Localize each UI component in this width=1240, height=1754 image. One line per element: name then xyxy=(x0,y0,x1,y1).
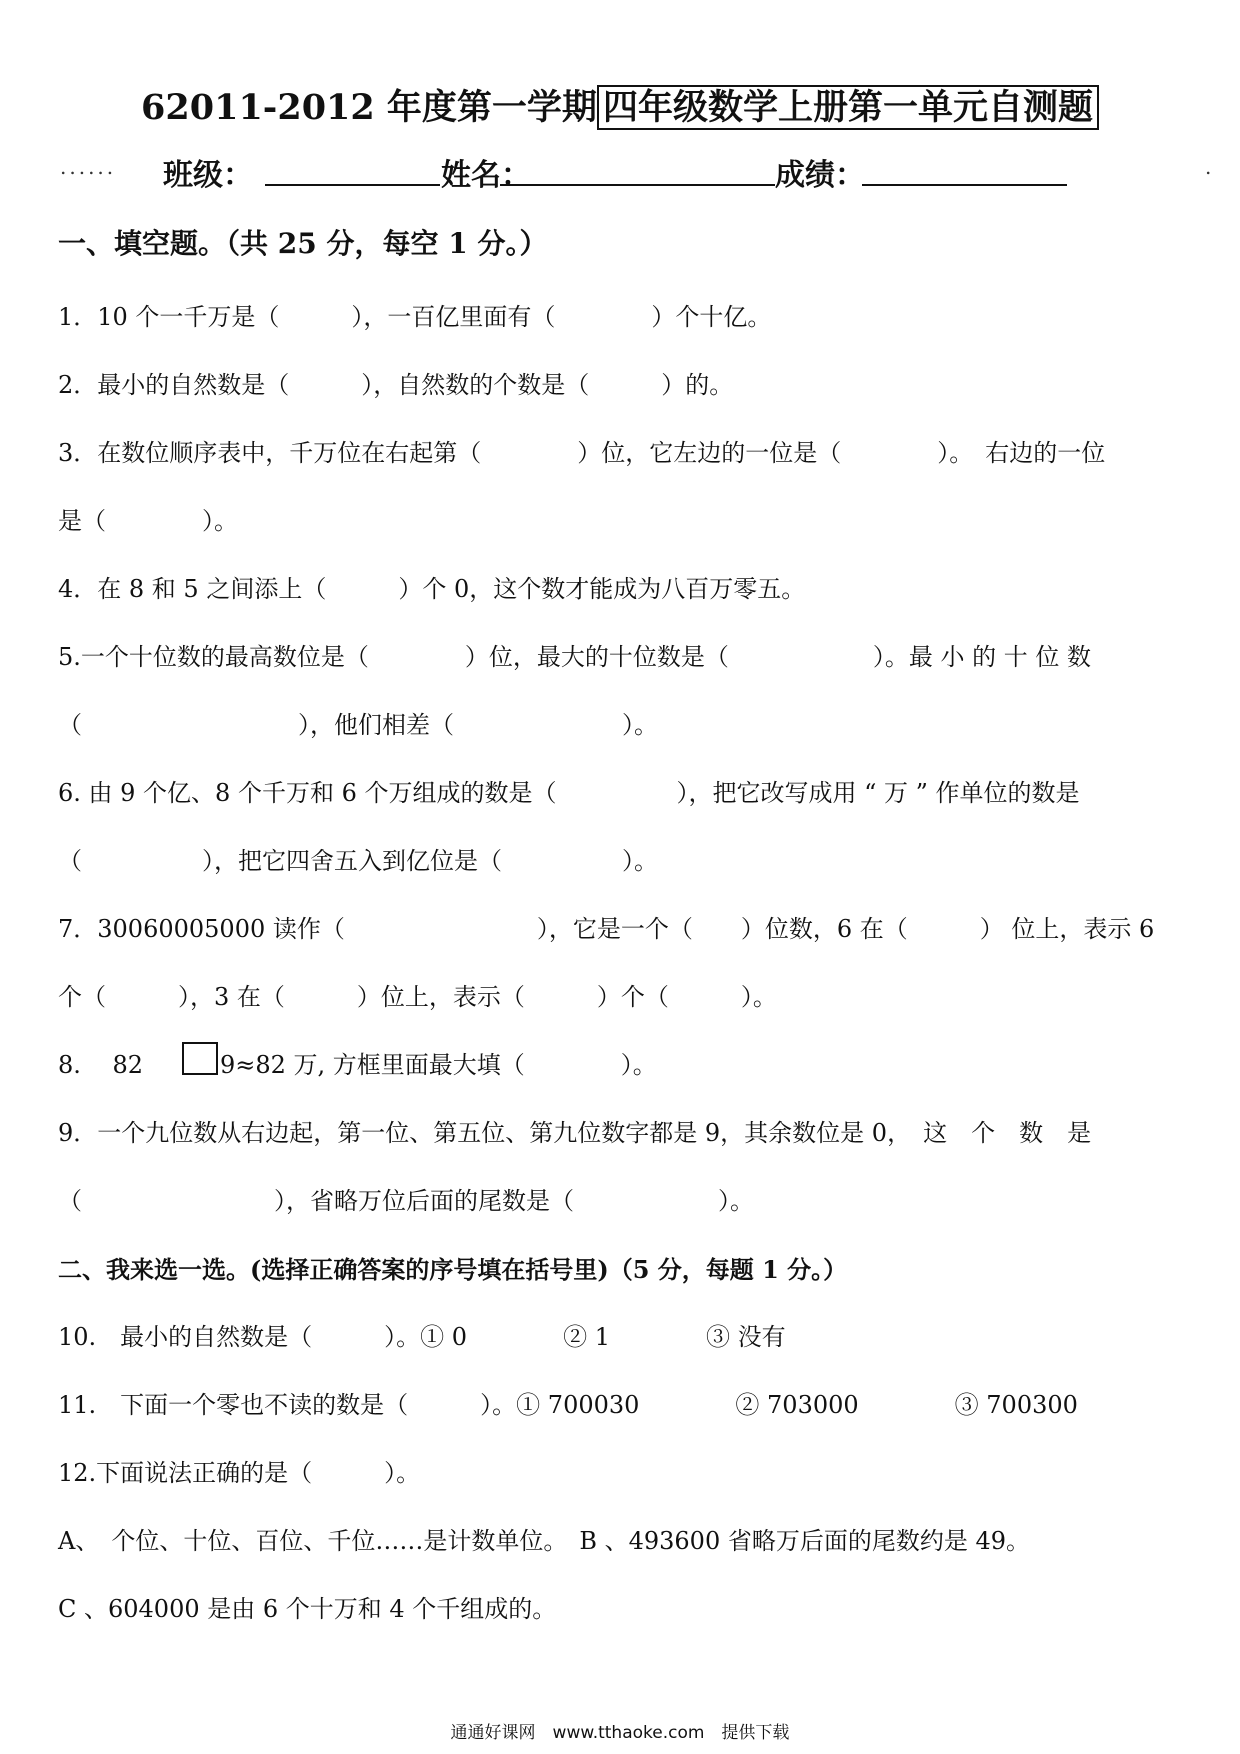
page-title xyxy=(0,80,1240,130)
question-line: 3．在数位顺序表中，千万位在右起第（ ）位，它左边的一位是（ ）。 右边的一位 xyxy=(58,439,1106,467)
section-title: 一、填空题。（共 25 分，每空 1 分。） xyxy=(58,227,548,260)
question-line: 个（ ），3 在（ ）位上，表示（ ）个（ ）。 xyxy=(58,983,777,1011)
question-line: C 、604000 是由 6 个十万和 4 个千组成的。 xyxy=(58,1595,557,1623)
title-prefix: 62011-2012 年度第一学期 xyxy=(141,87,597,128)
question-line: 10. 最小的自然数是（ ）。① 0 ② 1 ③ 没有 xyxy=(58,1323,786,1351)
question-line: 8. 82 xyxy=(58,1051,144,1079)
question-line-continued: 9≈82 万, 方框里面最大填（ ）。 xyxy=(220,1051,657,1079)
question-line: （ ），把它四舍五入到亿位是（ ）。 xyxy=(58,847,658,875)
question-line: 是（ ）。 xyxy=(58,507,238,535)
name-label: 姓名： xyxy=(441,158,531,193)
question-line: 1．10 个一千万是（ ），一百亿里面有（ ）个十亿。 xyxy=(58,303,772,331)
answer-square-box xyxy=(182,1042,218,1075)
section-title: 二、我来选一选。(选择正确答案的序号填在括号里)（5 分，每题 1 分。） xyxy=(58,1255,848,1284)
question-line: 12.下面说法正确的是（ ）。 xyxy=(58,1459,421,1487)
dotted-leader: ...... xyxy=(60,155,117,179)
score-blank xyxy=(862,184,1067,186)
class-label: 班级： xyxy=(163,158,253,193)
class-blank xyxy=(265,184,440,186)
question-line: （ ），省略万位后面的尾数是（ ）。 xyxy=(58,1187,754,1215)
question-line: 9．一个九位数从右边起，第一位、第五位、第九位数字都是 9，其余数位是 0， 这 个 数 是 xyxy=(58,1119,1092,1147)
question-line: 5.一个十位数的最高数位是（ ）位，最大的十位数是（ ）。最 小 的 十 位 数 xyxy=(58,643,1092,671)
footer-credit: 通通好课网 www.tthaoke.com 提供下载 xyxy=(450,1723,790,1743)
question-line: 4．在 8 和 5 之间添上（ ）个 0，这个数才能成为八百万零五。 xyxy=(58,575,806,603)
question-line: 6. 由 9 个亿、8 个千万和 6 个万组成的数是（ ），把它改写成用 “ 万 ” 作单位的数是 xyxy=(58,779,1080,807)
question-line: 2．最小的自然数是（ ），自然数的个数是（ ）的。 xyxy=(58,371,734,399)
name-blank xyxy=(500,184,775,186)
question-line: 11. 下面一个零也不读的数是（ ）。① 700030 ② 703000 ③ 700300 xyxy=(58,1391,1078,1419)
dotted-leader-right: . xyxy=(1205,155,1215,179)
question-line: A、 个位、十位、百位、千位……是计数单位。 B 、493600 省略万后面的尾数约是 49。 xyxy=(58,1527,1031,1555)
score-label: 成绩： xyxy=(775,158,865,193)
title-boxed: 四年级数学上册第一单元自测题 xyxy=(597,85,1099,130)
question-line: 7．30060005000 读作（ ），它是一个（ ）位数，6 在（ ） 位上，表示 6 xyxy=(58,915,1155,943)
question-line: （ ），他们相差（ ）。 xyxy=(58,711,658,739)
